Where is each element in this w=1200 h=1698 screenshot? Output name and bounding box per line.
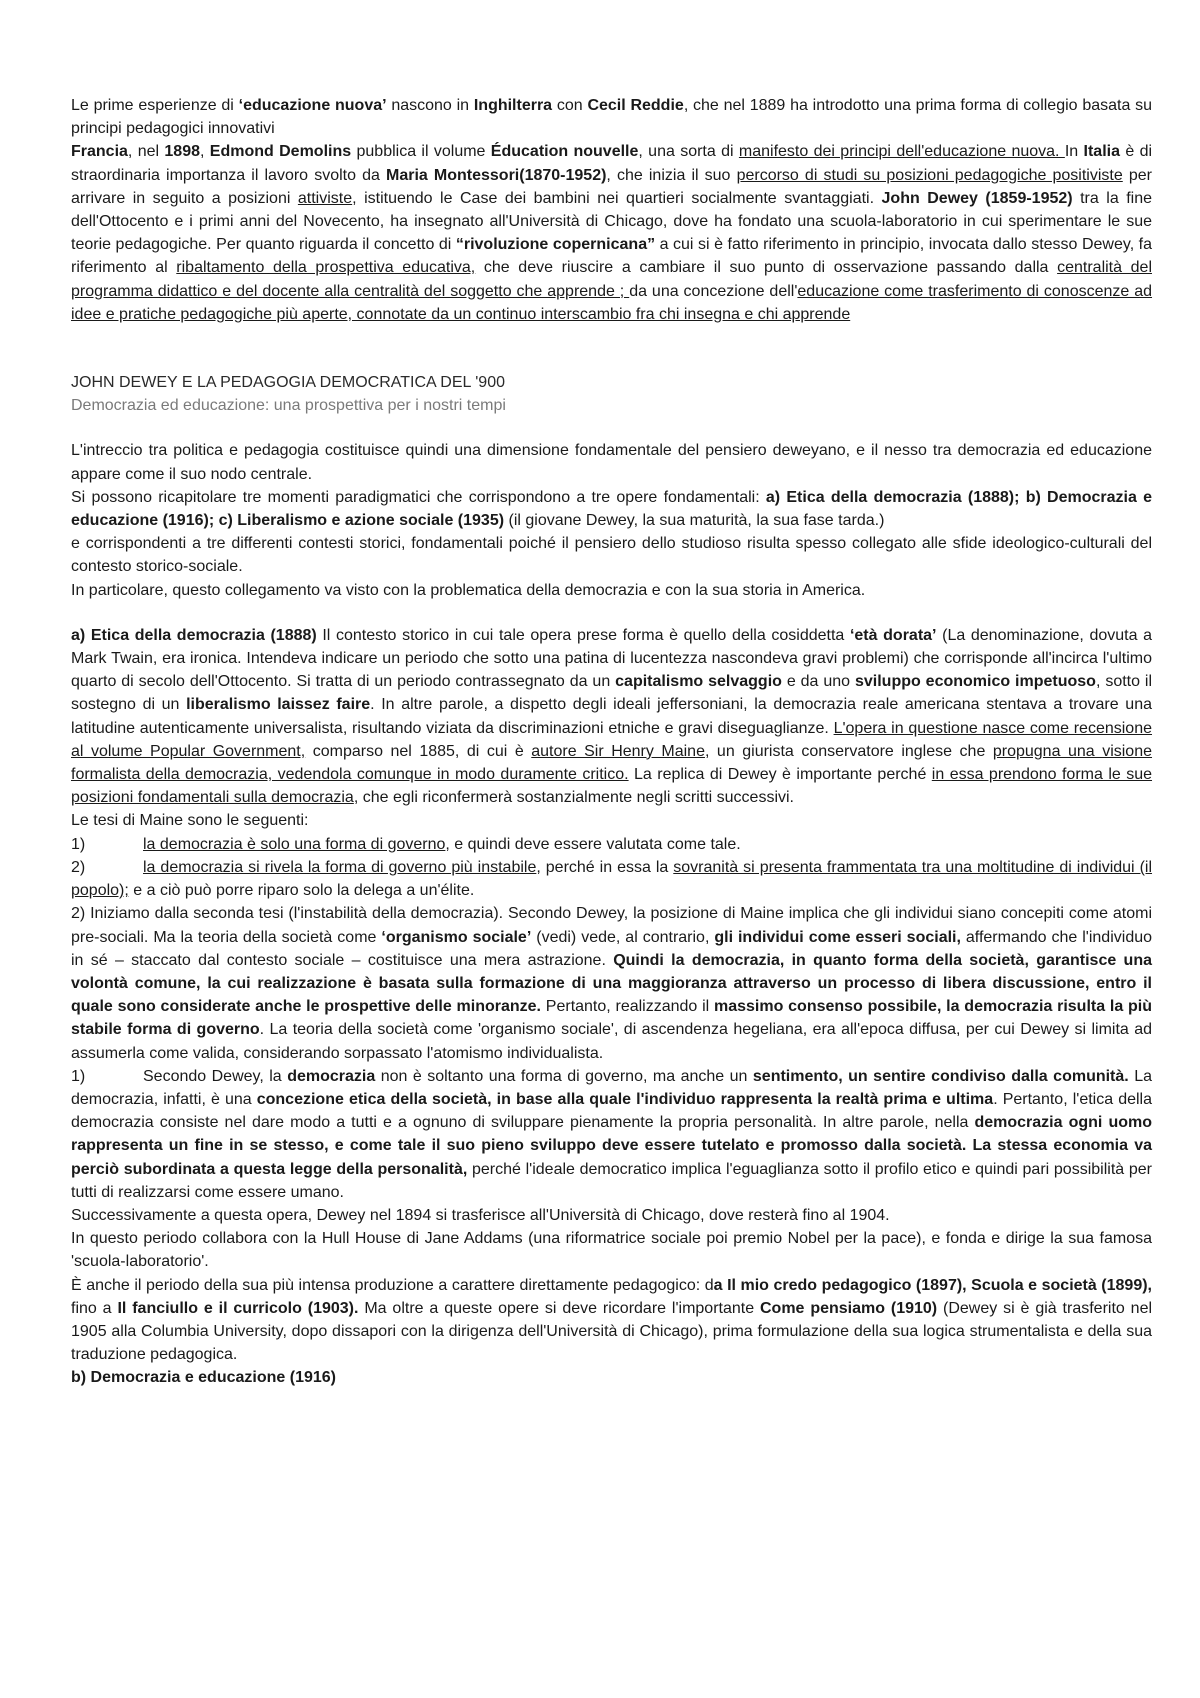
text-run: Si possono ricapitolare tre momenti paradigmatici che corrispondono a tre opere fondamentali: <box>71 488 766 506</box>
text-run: , che inizia il suo <box>606 166 737 184</box>
text-run: non è soltanto una forma di governo, ma anche un <box>375 1067 753 1085</box>
text-run: fino a <box>71 1299 118 1317</box>
text-run: (il giovane Dewey, la sua maturità, la sua fase tarda.) <box>504 512 885 530</box>
text-run: pubblica il volume <box>351 143 491 161</box>
underlined-text: sovranità si presenta frammentata tra una moltitudine di individui (il popolo); <box>71 858 1153 900</box>
intro-paragraph <box>71 94 1152 326</box>
section-subtitle: Democrazia ed educazione: una prospettiva per i nostri tempi <box>71 397 506 415</box>
underlined-text: in essa prendono forma le sue posizioni fondamentali sulla democrazia <box>71 766 1153 807</box>
text-run: . La teoria della società come 'organismo sociale', di ascendenza hegeliana, era all'epoca diffusa, per cui Dewey si limita ad assumerla come valida, considerando sorpassato l'atomismo individualista. <box>71 1021 1153 1062</box>
list-number: 1) <box>71 1067 86 1085</box>
text-run: che deve riuscire a cambiare il suo punto di osservazione passando dalla <box>475 259 1058 277</box>
bold-term: sentimento, un sentire condiviso dalla comunità. <box>752 1067 1129 1085</box>
underlined-text: autore Sir Henry Maine <box>531 742 705 760</box>
text-run: , nel <box>127 143 165 161</box>
paragraph-produzione <box>71 1274 1152 1367</box>
text-run: , che nel 1889 ha introdotto una prima forma di collegio basata su principi pedagogici innovativi <box>71 97 1153 138</box>
text-run: , e quindi deve essere valutata come tale. <box>445 835 741 853</box>
paragraph-hull-house: In questo periodo collabora con la Hull House di Jane Addams (una riformatrice sociale poi premio Nobel per la pace), e fonda e dirige la sua famosa 'scuola-laboratorio'. <box>71 1230 1152 1271</box>
bold-term: b) Democrazia e educazione (1916) <box>71 1369 336 1387</box>
underlined-text: manifesto dei principi dell'educazione nuova. <box>738 143 1065 161</box>
bold-term: Maria Montessori(1870-1952) <box>386 166 607 184</box>
bold-term: ‘età dorata’ <box>849 626 937 644</box>
text-run: da una concezione dell' <box>629 282 798 300</box>
paragraph-tre-momenti <box>71 486 1152 532</box>
text-run: a cui si è fatto riferimento in principio, invocata dallo stesso Dewey, fa riferimento al <box>71 236 1153 277</box>
paragraph-chicago: Successivamente a questa opera, Dewey nel 1894 si trasferisce all'Università di Chicago, dove resterà fino al 1904. <box>71 1206 890 1224</box>
text-run: , un giurista conservatore inglese che <box>704 742 993 760</box>
bold-term: concezione etica della società, in base alla quale l'individuo rappresenta la realtà prima e ultima <box>256 1090 994 1108</box>
bold-term: a) Etica della democrazia (1888) <box>71 626 317 644</box>
bold-term: Il fanciullo e il curricolo (1903). <box>117 1299 359 1317</box>
document-page <box>71 94 1152 1390</box>
bold-term: Éducation nouvelle <box>490 143 639 161</box>
list-number: 2) <box>71 858 86 876</box>
underlined-text: educazione come trasferimento di conoscenze ad idee e pratiche pedagogiche più aperte, connotate da un continuo interscambio fra chi insegna e chi apprende <box>71 282 1153 323</box>
paragraph-contesti: e corrispondenti a tre differenti contesti storici, fondamentali poiché il pensiero dello studioso risulta spesso collegato alle sfide ideologico-culturali del contesto storico-sociale. <box>71 535 1152 576</box>
text-run: Ma oltre a queste opere si deve ricordare l'importante <box>358 1299 760 1317</box>
text-run: 2) Iniziamo dalla seconda tesi (l'instabilità della democrazia). Secondo Dewey, la posizione di Maine implica che gli individui siano concepiti come atomi pre-sociali. Ma la teoria della società come <box>71 905 1152 946</box>
underlined-text: attiviste <box>297 189 353 207</box>
bold-term: Come pensiamo (1910) <box>760 1299 938 1317</box>
text-run: e da uno <box>781 673 855 691</box>
underlined-text: percorso di studi su posizioni pedagogiche positiviste <box>736 166 1123 184</box>
text-run: è di straordinaria importanza il lavoro svolto da <box>71 143 1153 184</box>
bold-term: “rivoluzione copernicana” <box>455 236 656 254</box>
text-run: (La denominazione, dovuta a Mark Twain, era ironica. Intendeva indicare un periodo che sotto una patina di lucentezza nascondeva gravi problemi) che corrisponde all'incirca l'ultimo quarto di secolo dell'Ottocento. Si tratta di un periodo contrassegnato da un <box>71 626 1153 691</box>
text-run: con <box>552 97 588 114</box>
text-run: . Pertanto, l'etica della democrazia consiste nel dare modo a tutti e a ognuno di sviluppare pienamente la propria personalità. In altre parole, nella <box>71 1090 1153 1132</box>
text-run: . In altre parole, a dispetto degli ideali jeffersoniani, la democrazia reale americana stentava a trovare una latitudine autenticamente universalista, risultando viziata da discriminazioni etniche e gravi diseguaglianze. <box>71 696 1152 737</box>
text-run: , istituendo le Case dei bambini nei quartieri socialmente svantaggiati. <box>352 189 882 207</box>
text-run: perché l'ideale democratico implica l'eguaglianza sotto il profilo etico e quindi pari possibilità per tutti di realizzarsi come essere umano. <box>71 1160 1152 1201</box>
bold-term: gli individui come esseri sociali, <box>714 928 961 946</box>
list-item-1 <box>71 833 1152 856</box>
text-run: , che egli riconfermerà sostanzialmente negli scritti successivi. <box>353 789 794 807</box>
underlined-text: propugna una visione formalista della democrazia, vedendola comunque in modo duramente critico. <box>71 742 1153 784</box>
text-run: Secondo Dewey, la <box>143 1067 288 1085</box>
bold-term: ‘organismo sociale’ <box>381 928 532 946</box>
text-run: per arrivare in seguito a posizioni <box>71 166 1152 207</box>
text-run: La replica di Dewey è importante perché <box>628 766 932 784</box>
text-run: nascono in <box>386 97 474 114</box>
text-run: affermando che l'individuo in sé – staccato dal contesto sociale – costituisce una mera astrazione. <box>71 928 1153 969</box>
bold-term: liberalismo laissez faire <box>186 696 371 714</box>
bold-term: sviluppo economico impetuoso <box>854 673 1096 691</box>
list-item-2 <box>71 856 1152 902</box>
text-run: In <box>1064 143 1084 161</box>
paragraph-prima-tesi <box>71 1065 1152 1204</box>
text-run: (vedi) vede, al contrario, <box>531 928 715 946</box>
bold-term: a) Etica della democrazia (1888); b) Democrazia e educazione (1916); c) Liberalismo e azione sociale (1935) <box>71 488 1153 530</box>
list-number: 1) <box>71 835 86 853</box>
bold-term: ‘educazione nuova’ <box>238 97 387 114</box>
underlined-text: L'opera in questione nasce come recensione al volume Popular Government, <box>71 719 1152 760</box>
underlined-text: centralità del programma didattico e del docente alla centralità del soggetto che apprende ; <box>71 259 1152 300</box>
paragraph-seconda-tesi <box>71 902 1152 1064</box>
bold-term: democrazia <box>287 1067 376 1085</box>
paragraph-intreccio: L'intreccio tra politica e pedagogia costituisce quindi una dimensione fondamentale del pensiero deweyano, e il nesso tra democrazia ed educazione appare come il suo nodo centrale. <box>71 442 1152 483</box>
paragraph-etica-democrazia <box>71 624 1152 810</box>
text-run: La democrazia, infatti, è una <box>71 1067 1152 1108</box>
paragraph-america: In particolare, questo collegamento va visto con la problematica della democrazia e con la sua storia in America. <box>71 581 866 599</box>
bold-term: capitalismo selvaggio <box>615 673 782 691</box>
text-run: e a ciò può porre riparo solo la delega a un'élite. <box>128 882 475 900</box>
text-run: , perché in essa la <box>536 858 674 876</box>
bold-term: 1898 <box>164 143 200 161</box>
bold-term: Edmond Demolins <box>209 143 352 161</box>
bold-term: democrazia ogni uomo rappresenta un fine in se stesso, e come tale il suo pieno sviluppo deve essere tutelato e promosso dalla società. La stessa economia va perciò subordinata a questa legge della personalità, <box>71 1114 1152 1178</box>
bold-term: a Il mio credo pedagogico (1897), Scuola e società (1899), <box>713 1276 1153 1294</box>
text-run: comparso nel 1885, di cui è <box>305 742 532 760</box>
paragraph-tesi-maine: Le tesi di Maine sono le seguenti: <box>71 812 309 830</box>
paragraph-democrazia-educazione-heading <box>71 1366 1152 1389</box>
text-run: , <box>200 143 210 161</box>
bold-term: Quindi la democrazia, in quanto forma della società, garantisce una volontà comune, la cui realizzazione è basata sulla formazione di una maggioranza attraverso un processo di libera discussione, entro il quale sono considerate anche le prospettive delle minoranze. <box>71 951 1153 1016</box>
bold-term: John Dewey (1859-1952) <box>881 189 1073 207</box>
underlined-text: ribaltamento della prospettiva educativa, <box>176 259 476 277</box>
text-run: tra la fine dell'Ottocento e i primi anni del Novecento, ha insegnato all'Università di Chicago, dove ha fondato una scuola-laboratorio in cui sperimentare le sue teorie pedagogiche. Per quanto riguarda il concetto di <box>71 189 1152 254</box>
text-run: È anche il periodo della sua più intensa produzione a carattere direttamente pedagogico: d <box>71 1276 714 1294</box>
text-run: Il contesto storico in cui tale opera prese forma è quello della cosiddetta <box>316 626 850 644</box>
bold-term: Cecil Reddie <box>587 97 684 114</box>
text-run: , una sorta di <box>638 143 739 161</box>
text-run: (Dewey si è già trasferito nel 1905 alla Columbia University, dopo dissapori con la dirigenza dell'Università di Chicago), prima formulazione della sua logica strumentalista e della sua traduzione pedagogica. <box>71 1299 1153 1364</box>
text-run: Pertanto, realizzando il <box>541 998 714 1016</box>
underlined-text: la democrazia è solo una forma di governo <box>143 835 446 853</box>
bold-term: massimo consenso possibile, la democrazia risulta la più stabile forma di governo <box>71 998 1153 1039</box>
bold-term: Italia <box>1083 143 1120 161</box>
underlined-text: la democrazia si rivela la forma di governo più instabile <box>143 858 537 876</box>
text-run: Le prime esperienze di <box>71 97 239 114</box>
section-title: JOHN DEWEY E LA PEDAGOGIA DEMOCRATICA DEL '900 <box>71 374 505 392</box>
bold-term: Francia <box>71 143 128 161</box>
text-run: , sotto il sostegno di un <box>71 673 1153 714</box>
bold-term: Inghilterra <box>473 97 553 114</box>
